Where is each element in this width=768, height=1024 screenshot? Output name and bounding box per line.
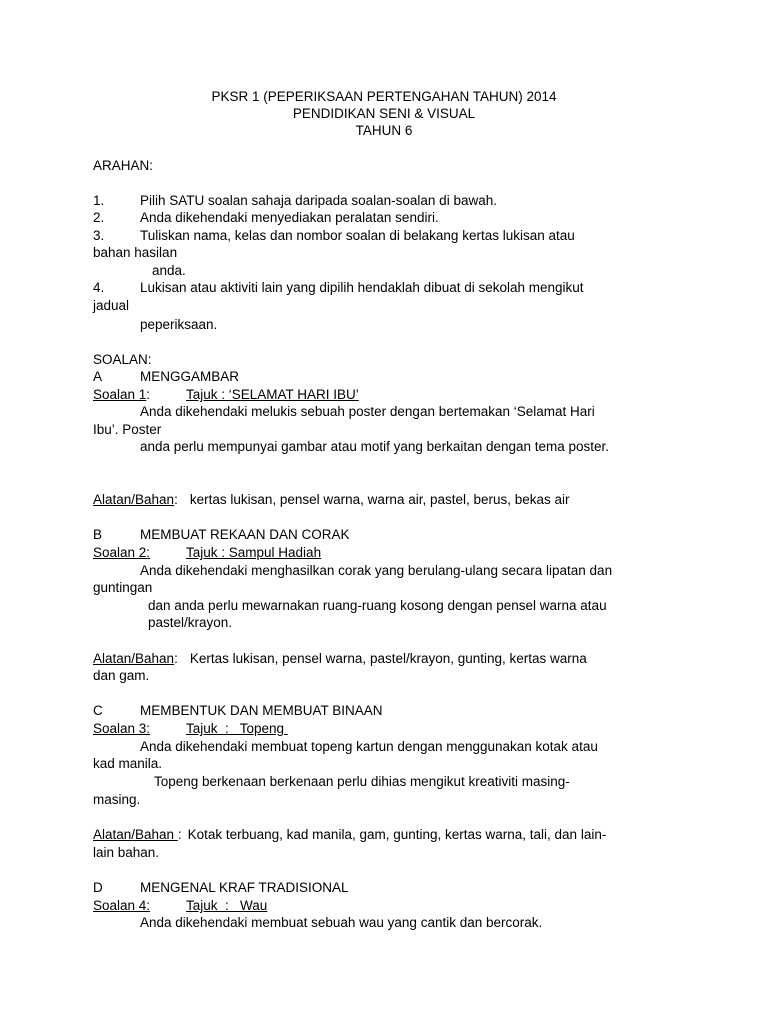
soalan-heading: SOALAN: xyxy=(93,352,152,367)
alatan-label: Alatan/Bahan xyxy=(93,827,178,842)
soalan-number: Soalan 3: xyxy=(93,721,151,736)
question-desc-line: Anda dikehendaki melukis sebuah poster dengan bertemakan ‘Selamat Hari xyxy=(140,404,595,419)
arahan-item-wrap: bahan hasilan xyxy=(93,245,178,260)
section-title: MENGGAMBAR xyxy=(140,369,240,384)
question-desc-line: Anda dikehendaki membuat sebuah wau yang cantik dan bercorak. xyxy=(140,915,543,930)
arahan-item-continuation: peperiksaan. xyxy=(140,317,218,332)
tajuk-label: Tajuk : Wau xyxy=(186,898,268,913)
alatan-label: Alatan/Bahan xyxy=(93,651,175,666)
soalan-number: Soalan 4: xyxy=(93,898,151,913)
alatan-line xyxy=(93,650,587,668)
exam-title: PKSR 1 (PEPERIKSAAN PERTENGAHAN TAHUN) 2014 xyxy=(211,89,557,104)
arahan-item-text: Lukisan atau aktiviti lain yang dipilih hendaklah dibuat di sekolah mengikut xyxy=(140,280,584,295)
arahan-item-continuation: anda. xyxy=(152,263,186,278)
arahan-item-text: Pilih SATU soalan sahaja daripada soalan-soalan di bawah. xyxy=(140,193,497,208)
arahan-heading: ARAHAN: xyxy=(93,158,154,173)
question-desc-line: dan anda perlu mewarnakan ruang-ruang kosong dengan pensel warna atau xyxy=(148,598,607,613)
alatan-sep: : xyxy=(174,492,178,507)
arahan-item-number: 2. xyxy=(93,210,105,225)
section-title: MEMBENTUK DAN MEMBUAT BINAAN xyxy=(140,703,383,718)
tajuk-label: Tajuk : Topeng xyxy=(186,721,288,736)
arahan-item-number: 1. xyxy=(93,193,105,208)
alatan-line xyxy=(93,491,570,509)
question-desc-line: Anda dikehendaki menghasilkan corak yang berulang-ulang secara lipatan dan xyxy=(140,563,613,578)
alatan-label: Alatan/Bahan xyxy=(93,492,175,507)
question-desc-line: anda perlu mempunyai gambar atau motif yang berkaitan dengan tema poster. xyxy=(140,439,610,454)
alatan-text: Kertas lukisan, pensel warna, pastel/krayon, gunting, kertas warna xyxy=(189,651,587,666)
arahan-item-wrap: jadual xyxy=(93,298,130,313)
soalan-number: Soalan 2: xyxy=(93,545,151,560)
arahan-item-number: 3. xyxy=(93,228,105,243)
tajuk-label: Tajuk : ‘SELAMAT HARI IBU’ xyxy=(186,387,359,402)
soalan-label xyxy=(93,386,150,404)
question-desc-line: pastel/krayon. xyxy=(148,615,233,630)
alatan-sep: : xyxy=(177,827,182,842)
subject-title: PENDIDIKAN SENI & VISUAL xyxy=(292,106,476,121)
question-desc-line: Anda dikehendaki membuat topeng kartun dengan menggunakan kotak atau xyxy=(140,739,598,754)
section-title: MEMBUAT REKAAN DAN CORAK xyxy=(140,527,350,542)
section-title: MENGENAL KRAF TRADISIONAL xyxy=(140,880,349,895)
section-letter: A xyxy=(93,369,103,384)
alatan-text: kertas lukisan, pensel warna, warna air, pastel, berus, bekas air xyxy=(189,492,570,507)
question-desc-line: Ibu’. Poster xyxy=(93,422,162,437)
section-letter: B xyxy=(93,527,103,542)
tajuk-label: Tajuk : Sampul Hadiah xyxy=(186,545,322,560)
arahan-item-number: 4. xyxy=(93,280,105,295)
alatan-line xyxy=(93,826,606,844)
arahan-item-text: Anda dikehendaki menyediakan peralatan sendiri. xyxy=(140,210,439,225)
soalan-colon: : xyxy=(146,387,151,402)
alatan-sep: : xyxy=(174,651,178,666)
soalan-number: Soalan 1 xyxy=(93,387,147,402)
year-title: TAHUN 6 xyxy=(355,123,413,138)
alatan-text: Kotak terbuang, kad manila, gam, gunting, kertas warna, tali, dan lain- xyxy=(187,827,607,842)
question-desc-line: kad manila. xyxy=(93,756,163,771)
alatan-wrap: dan gam. xyxy=(93,668,150,683)
question-desc-line: Topeng berkenaan berkenaan perlu dihias mengikut kreativiti masing- xyxy=(154,774,570,789)
section-letter: C xyxy=(93,703,103,718)
section-letter: D xyxy=(93,880,103,895)
question-desc-line: masing. xyxy=(93,792,141,807)
alatan-wrap: lain bahan. xyxy=(93,845,160,860)
arahan-item-text: Tuliskan nama, kelas dan nombor soalan di belakang kertas lukisan atau xyxy=(140,228,575,243)
question-desc-line: guntingan xyxy=(93,580,153,595)
